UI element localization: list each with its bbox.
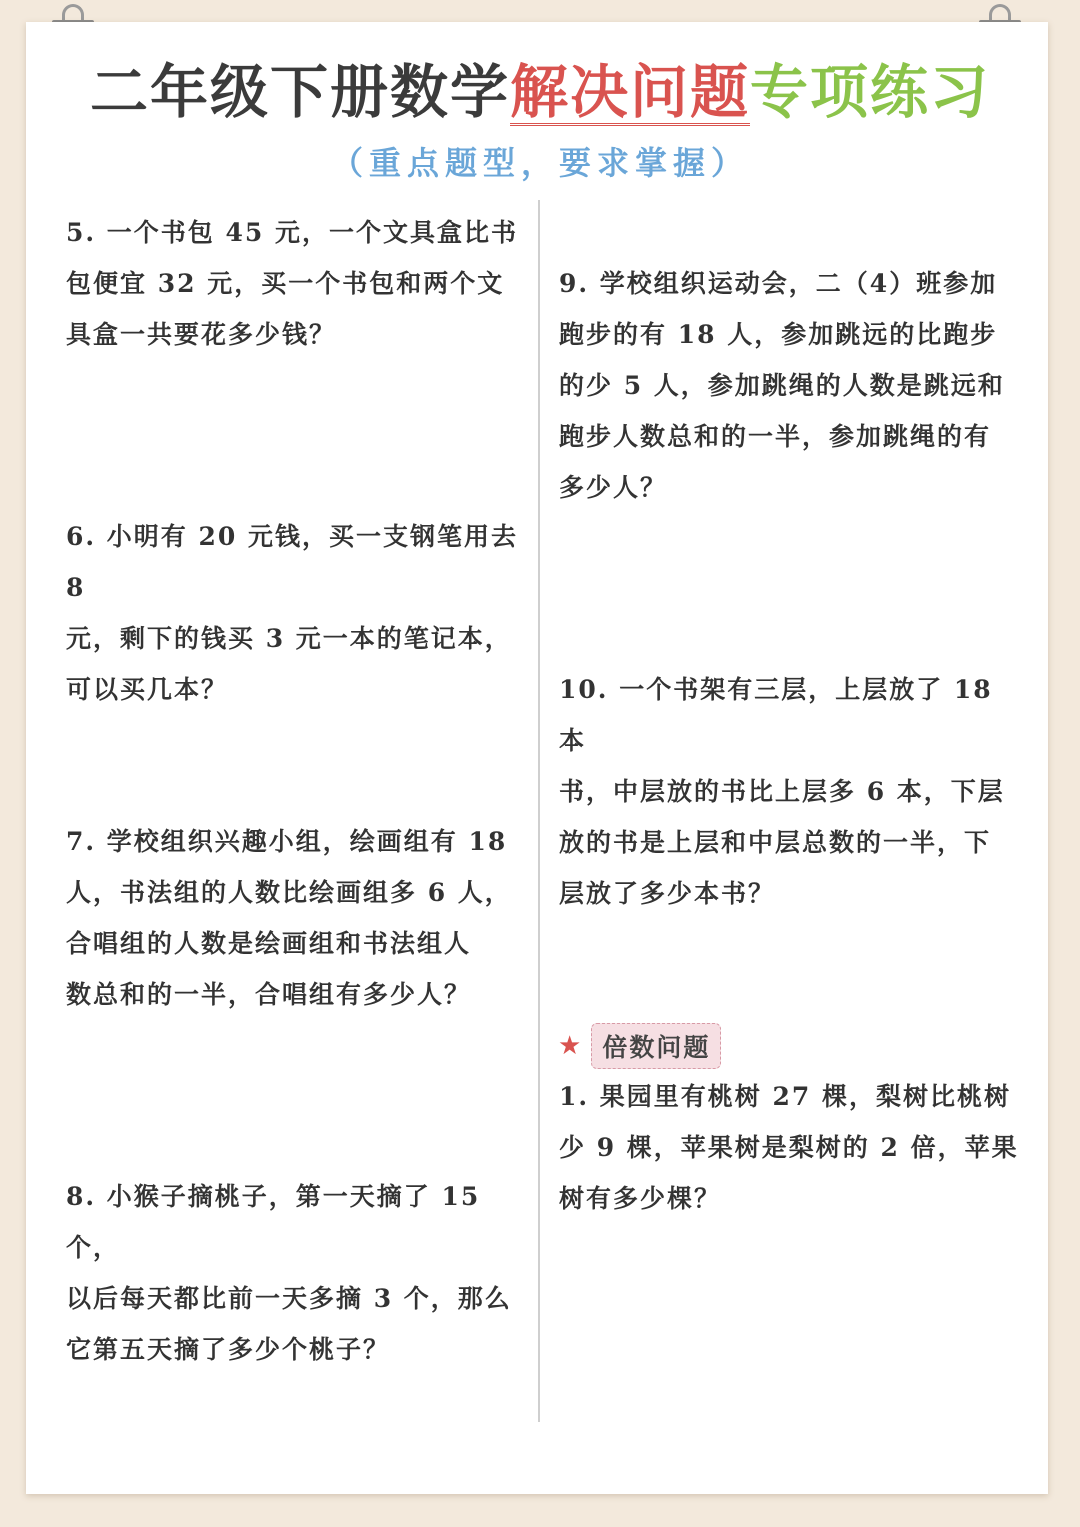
- section-label: 倍数问题: [591, 1023, 721, 1069]
- question-8: [66, 1171, 526, 1375]
- question-line: 1. 果园里有桃树 27 棵，梨树比桃树: [559, 1082, 1012, 1111]
- question-line: 多少人？: [559, 473, 668, 502]
- star-icon: ★: [558, 1031, 582, 1061]
- question-line: 以后每天都比前一天多摘 3 个，那么: [66, 1284, 512, 1313]
- question-line: 元，剩下的钱买 3 元一本的笔记本，: [66, 624, 512, 653]
- question-line: 它第五天摘了多少个桃子？: [66, 1335, 391, 1364]
- question-line: 数总和的一半，合唱组有多少人？: [66, 980, 472, 1009]
- question-line: 少 9 棵，苹果树是梨树的 2 倍，苹果: [559, 1133, 1019, 1162]
- question-10: [559, 664, 1019, 919]
- question-line: 6. 小明有 20 元钱，买一支钢笔用去 8: [66, 522, 519, 602]
- page-subtitle: （重点题型，要求掌握）: [330, 144, 749, 182]
- title-part-topic: 解决问题: [509, 58, 750, 126]
- question-multiples-1: [559, 1071, 1019, 1224]
- question-5: [66, 207, 526, 360]
- column-divider: [538, 200, 540, 1422]
- question-line: 9. 学校组织运动会，二（4）班参加: [559, 269, 998, 298]
- question-line: 包便宜 32 元，买一个书包和两个文: [66, 269, 505, 298]
- question-line: 7. 学校组织兴趣小组，绘画组有 18: [66, 827, 508, 856]
- question-line: 10. 一个书架有三层，上层放了 18 本: [559, 675, 993, 755]
- section-header-multiples: [558, 1024, 721, 1068]
- question-line: 8. 小猴子摘桃子，第一天摘了 15 个，: [66, 1182, 481, 1262]
- question-6: [66, 511, 526, 715]
- title-part-practice: 专项练习: [750, 58, 991, 126]
- question-line: 合唱组的人数是绘画组和书法组人: [66, 929, 472, 958]
- question-line: 可以买几本？: [66, 675, 229, 704]
- page-title: [0, 56, 1080, 128]
- question-9: [559, 258, 1019, 513]
- question-line: 具盒一共要花多少钱？: [66, 320, 337, 349]
- question-line: 跑步人数总和的一半，参加跳绳的有: [559, 422, 992, 451]
- question-line: 人，书法组的人数比绘画组多 6 人，: [66, 878, 512, 907]
- question-line: 层放了多少本书？: [559, 879, 776, 908]
- question-7: [66, 816, 526, 1020]
- question-line: 跑步的有 18 人，参加跳远的比跑步: [559, 320, 998, 349]
- question-line: 5. 一个书包 45 元，一个文具盒比书: [66, 218, 519, 247]
- title-part-grade: 二年级下册数学: [89, 58, 510, 126]
- question-line: 书，中层放的书比上层多 6 本，下层: [559, 777, 1005, 806]
- question-line: 的少 5 人，参加跳绳的人数是跳远和: [559, 371, 1005, 400]
- question-line: 树有多少棵？: [559, 1184, 722, 1213]
- question-line: 放的书是上层和中层总数的一半，下: [559, 828, 992, 857]
